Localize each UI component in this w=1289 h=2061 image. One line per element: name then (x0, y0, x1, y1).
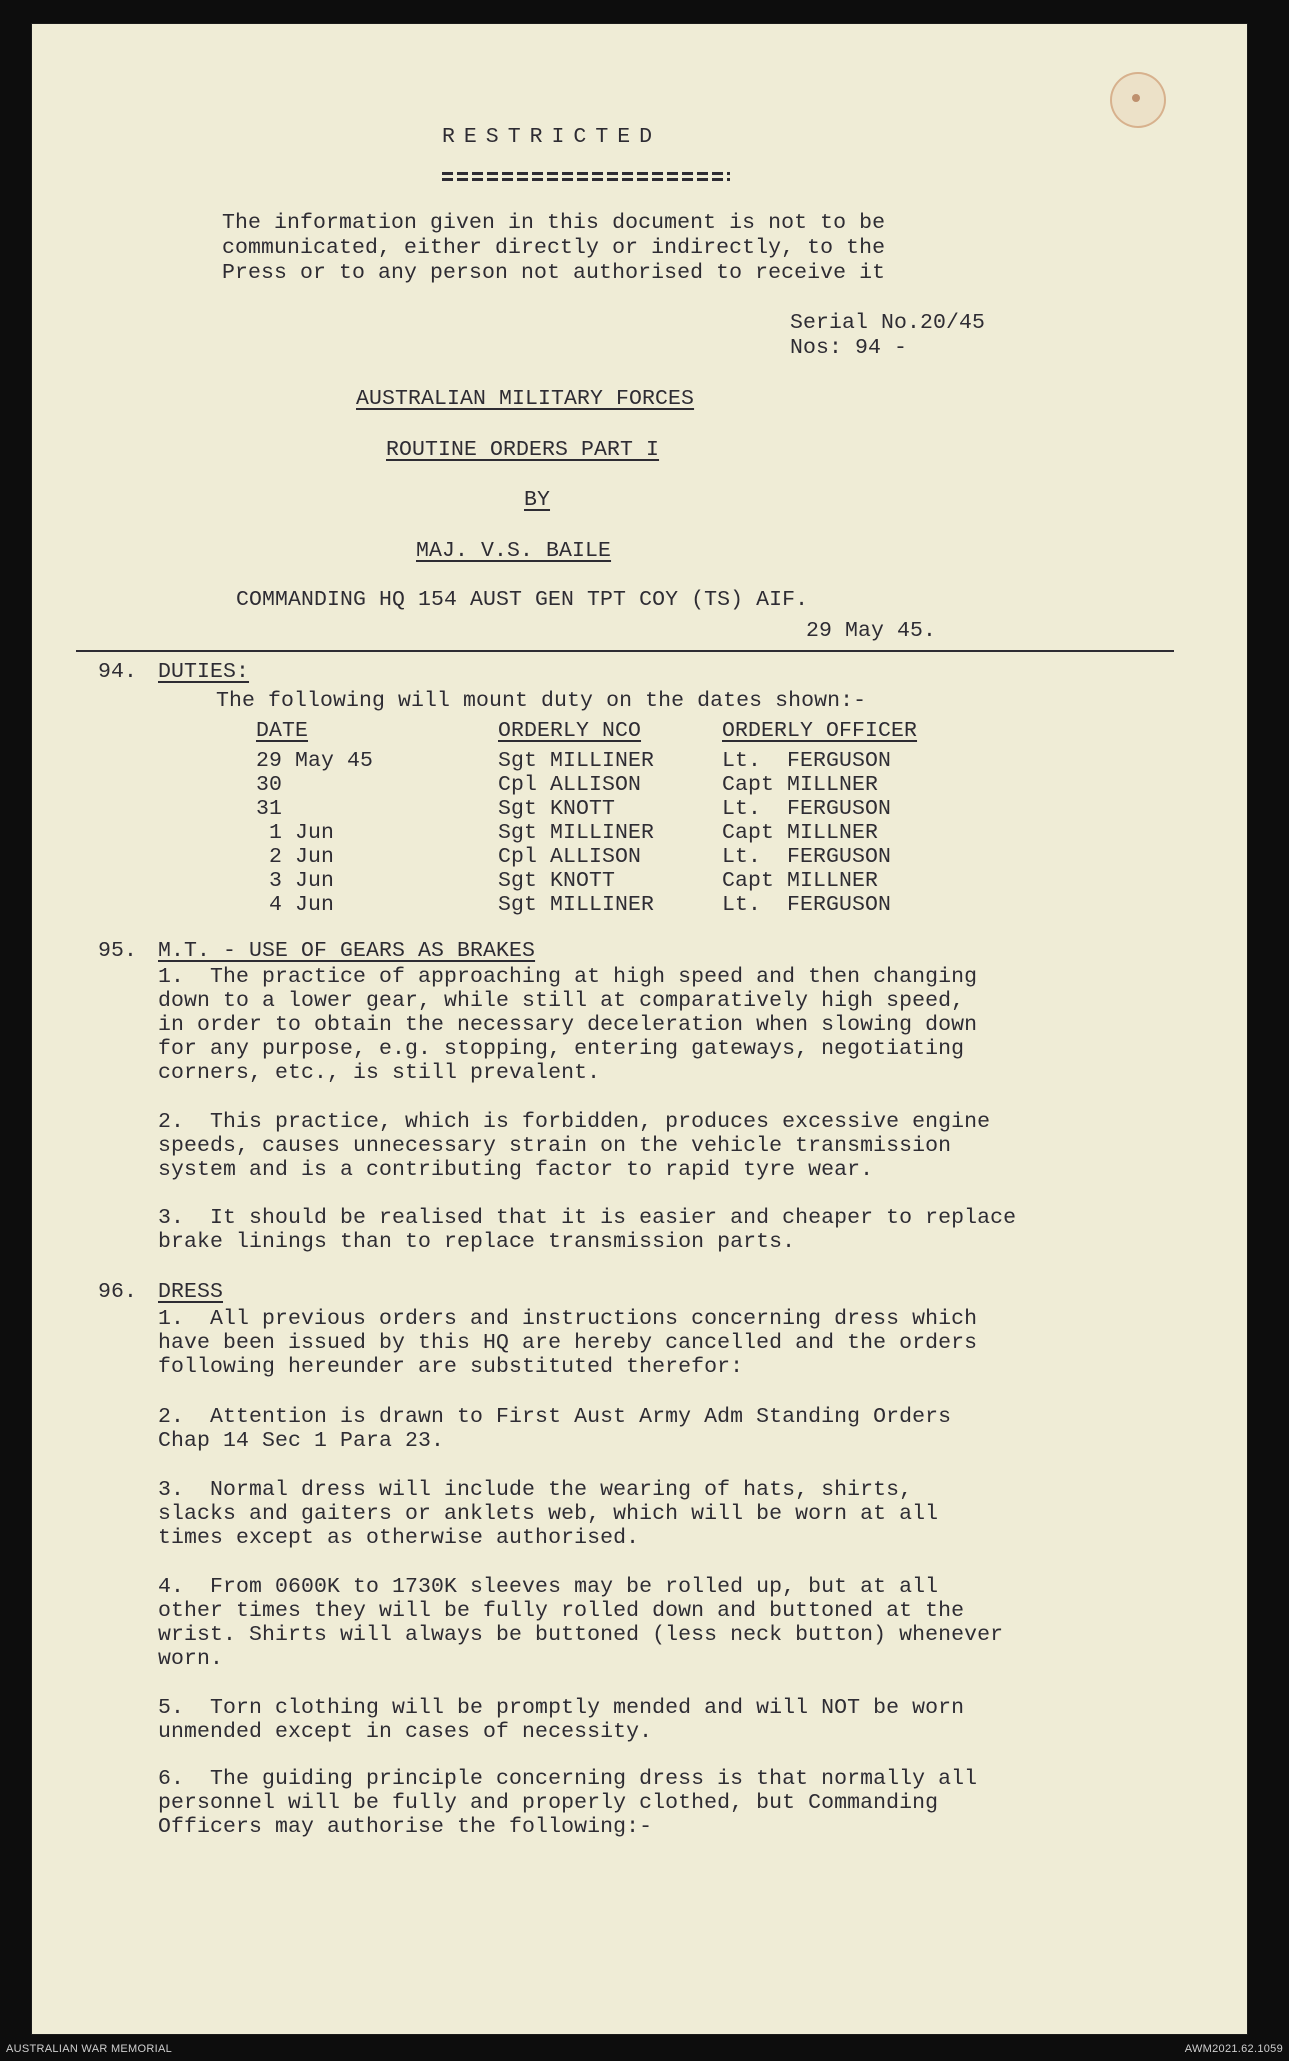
orders-date: 29 May 45. (806, 619, 937, 643)
text-line: brake linings than to replace transmission parts. (158, 1230, 796, 1254)
dress-number: 96. (98, 1280, 138, 1304)
text-line: 6. The guiding principle concerning dress is that normally all (158, 1767, 978, 1791)
notice-line-1: The information given in this document is not to be (222, 211, 886, 235)
column-header-date: DATE (256, 719, 309, 743)
dress-heading: DRESS (158, 1280, 224, 1304)
table-cell-nco: Sgt KNOTT (498, 797, 616, 821)
table-cell-date: 4 Jun (256, 893, 335, 917)
table-cell-date: 1 Jun (256, 821, 335, 845)
notice-line-2: communicated, either directly or indirectly, to the (222, 236, 886, 260)
text-line: have been issued by this HQ are hereby cancelled and the orders (158, 1331, 978, 1355)
text-line: 5. Torn clothing will be promptly mended and will NOT be worn (158, 1696, 965, 1720)
text-line: unmended except in cases of necessity. (158, 1720, 653, 1744)
classification-double-underline (442, 172, 730, 182)
table-cell-nco: Cpl ALLISON (498, 773, 642, 797)
table-cell-officer: Capt MILLNER (722, 821, 879, 845)
order-numbers: Nos: 94 - (790, 336, 908, 360)
table-cell-nco: Sgt MILLINER (498, 821, 655, 845)
text-line: 1. The practice of approaching at high speed and then changing (158, 965, 978, 989)
text-line: 2. This practice, which is forbidden, produces excessive engine (158, 1110, 991, 1134)
table-cell-officer: Lt. FERGUSON (722, 845, 892, 869)
text-line: speeds, causes unnecessary strain on the vehicle transmission (158, 1134, 952, 1158)
serial-number: Serial No.20/45 (790, 311, 986, 335)
table-cell-nco: Sgt KNOTT (498, 869, 616, 893)
table-cell-officer: Lt. FERGUSON (722, 893, 892, 917)
archive-reference: AWM2021.62.1059 (1184, 2043, 1283, 2055)
table-cell-nco: Sgt MILLINER (498, 749, 655, 773)
text-line: 3. It should be realised that it is easier and cheaper to replace (158, 1206, 1017, 1230)
table-cell-officer: Capt MILLNER (722, 869, 879, 893)
duties-intro: The following will mount duty on the dates shown:- (216, 689, 867, 713)
table-cell-date: 2 Jun (256, 845, 335, 869)
table-cell-date: 29 May 45 (256, 749, 374, 773)
orders-title: ROUTINE ORDERS PART I (386, 438, 660, 462)
notice-line-3: Press or to any person not authorised to receive it (222, 261, 886, 285)
classification-heading: RESTRICTED (442, 125, 662, 149)
gears-heading: M.T. - USE OF GEARS AS BRAKES (158, 939, 536, 963)
duties-number: 94. (98, 660, 138, 684)
command-title: COMMANDING HQ 154 AUST GEN TPT COY (TS) AIF. (236, 588, 809, 612)
text-line: 4. From 0600K to 1730K sleeves may be rolled up, but at all (158, 1575, 939, 1599)
text-line: in order to obtain the necessary deceleration when slowing down (158, 1013, 978, 1037)
text-line: for any purpose, e.g. stopping, entering gateways, negotiating (158, 1037, 965, 1061)
duties-heading: DUTIES: (158, 660, 250, 684)
table-cell-officer: Lt. FERGUSON (722, 797, 892, 821)
text-line: Chap 14 Sec 1 Para 23. (158, 1429, 445, 1453)
header-rule (76, 650, 1174, 652)
text-line: personnel will be fully and properly clothed, but Commanding (158, 1791, 939, 1815)
text-line: 2. Attention is drawn to First Aust Army Adm Standing Orders (158, 1405, 952, 1429)
column-header-nco: ORDERLY NCO (498, 719, 642, 743)
text-line: 1. All previous orders and instructions concerning dress which (158, 1307, 978, 1331)
column-header-officer: ORDERLY OFFICER (722, 719, 918, 743)
table-cell-date: 30 (256, 773, 283, 797)
text-line: times except as otherwise authorised. (158, 1526, 640, 1550)
text-line: system and is a contributing factor to rapid tyre wear. (158, 1158, 874, 1182)
gears-number: 95. (98, 939, 138, 963)
rust-stain-center (1132, 94, 1140, 102)
force-title: AUSTRALIAN MILITARY FORCES (356, 387, 695, 411)
text-line: wrist. Shirts will always be buttoned (less neck button) whenever (158, 1623, 1004, 1647)
text-line: following hereunder are substituted therefor: (158, 1355, 744, 1379)
text-line: worn. (158, 1647, 224, 1671)
document-page (32, 24, 1247, 2034)
text-line: corners, etc., is still prevalent. (158, 1061, 601, 1085)
table-cell-date: 31 (256, 797, 283, 821)
table-cell-date: 3 Jun (256, 869, 335, 893)
table-cell-officer: Capt MILLNER (722, 773, 879, 797)
text-line: other times they will be fully rolled down and buttoned at the (158, 1599, 965, 1623)
table-cell-nco: Cpl ALLISON (498, 845, 642, 869)
text-line: down to a lower gear, while still at comparatively high speed, (158, 989, 965, 1013)
archive-credit: AUSTRALIAN WAR MEMORIAL (6, 2043, 173, 2055)
table-cell-nco: Sgt MILLINER (498, 893, 655, 917)
text-line: Officers may authorise the following:- (158, 1815, 653, 1839)
text-line: 3. Normal dress will include the wearing of hats, shirts, (158, 1478, 913, 1502)
table-cell-officer: Lt. FERGUSON (722, 749, 892, 773)
text-line: slacks and gaiters or anklets web, which will be worn at all (158, 1502, 939, 1526)
officer-title: MAJ. V.S. BAILE (416, 539, 612, 563)
by-title: BY (524, 488, 551, 512)
